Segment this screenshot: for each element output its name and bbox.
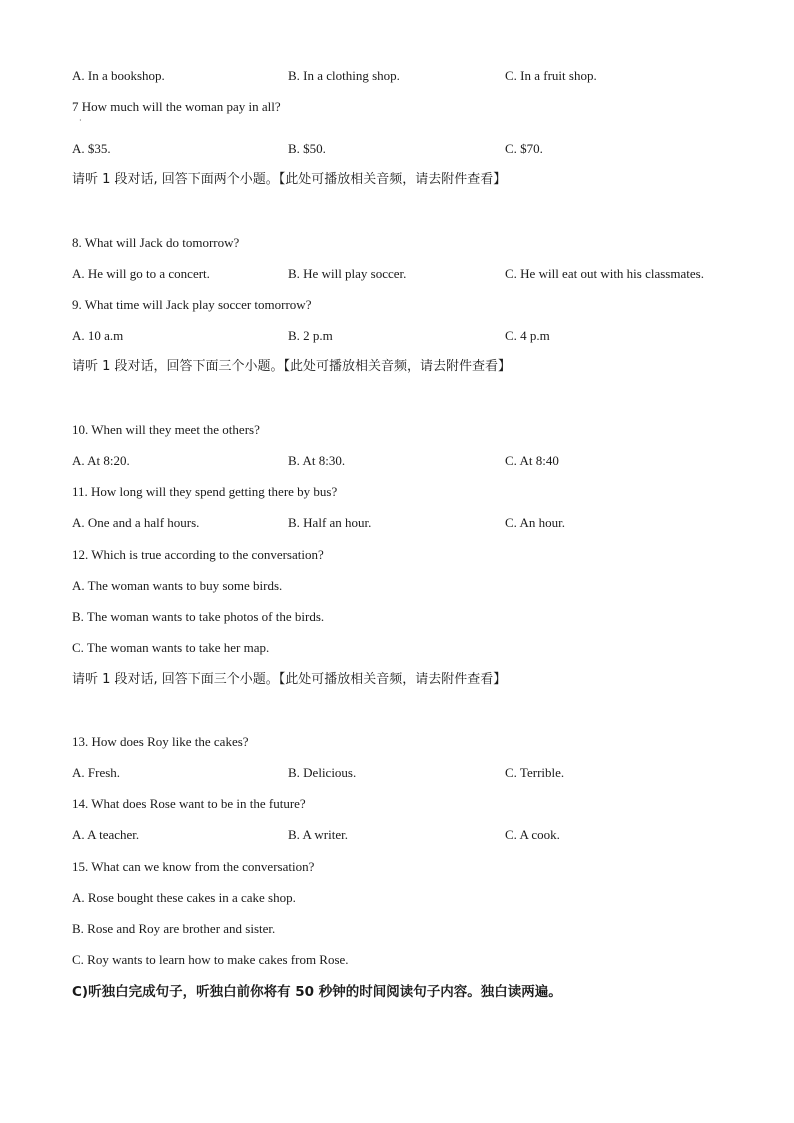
q15-option-a: A. Rose bought these cakes in a cake shop. (72, 890, 296, 905)
q8-option-c: C. He will eat out with his classmates. (505, 266, 704, 281)
q14-question: 14. What does Rose want to be in the future? (72, 796, 306, 811)
q13-option-b: B. Delicious. (288, 765, 357, 780)
q12-option-c: C. The woman wants to take her map. (72, 640, 270, 655)
q7-mark: · (79, 116, 82, 125)
q15-question: 15. What can we know from the conversation? (72, 859, 315, 874)
instruction-1: 请听 1 段对话, 回答下面两个小题。【此处可播放相关音频，请去附件查看】 (72, 172, 507, 187)
q7-option-b: B. $50. (288, 141, 326, 156)
q13-option-a: A. Fresh. (72, 765, 121, 780)
q11-question: 11. How long will they spend getting there by bus? (72, 484, 338, 499)
q10-option-c: C. At 8:40 (505, 453, 559, 468)
q9-option-a: A. 10 a.m (72, 328, 124, 343)
q12-option-a: A. The woman wants to buy some birds. (72, 578, 283, 593)
q7-question: 7 How much will the woman pay in all? (72, 99, 281, 114)
q9-option-b: B. 2 p.m (288, 328, 333, 343)
instruction-2: 请听 1 段对话，回答下面三个小题。【此处可播放相关音频，请去附件查看】 (72, 359, 512, 374)
q7-option-c: C. $70. (505, 141, 543, 156)
q15-option-b: B. Rose and Roy are brother and sister. (72, 921, 276, 936)
q10-question: 10. When will they meet the others? (72, 422, 260, 437)
q10-option-a: A. At 8:20. (72, 453, 130, 468)
q7-option-a: A. $35. (72, 141, 111, 156)
q15-option-c: C. Roy wants to learn how to make cakes from Rose. (72, 952, 349, 967)
q14-option-c: C. A cook. (505, 827, 560, 842)
section-c-heading: C)听独白完成句子，听独白前你将有 50 秒钟的时间阅读句子内容。独白读两遍。 (72, 984, 562, 1000)
q9-option-c: C. 4 p.m (505, 328, 550, 343)
q9-question: 9. What time will Jack play soccer tomorrow? (72, 297, 312, 312)
q8-option-b: B. He will play soccer. (288, 266, 407, 281)
q10-option-b: B. At 8:30. (288, 453, 346, 468)
q14-option-a: A. A teacher. (72, 827, 140, 842)
q11-option-a: A. One and a half hours. (72, 515, 200, 530)
q8-question: 8. What will Jack do tomorrow? (72, 235, 240, 250)
q14-option-b: B. A writer. (288, 827, 348, 842)
q8-option-a: A. He will go to a concert. (72, 266, 210, 281)
q6-option-b: B. In a clothing shop. (288, 68, 400, 83)
q12-option-b: B. The woman wants to take photos of the birds. (72, 609, 325, 624)
q11-option-b: B. Half an hour. (288, 515, 372, 530)
instruction-3: 请听 1 段对话, 回答下面三个小题。【此处可播放相关音频，请去附件查看】 (72, 672, 507, 687)
q6-option-c: C. In a fruit shop. (505, 68, 597, 83)
q13-option-c: C. Terrible. (505, 765, 565, 780)
q12-question: 12. Which is true according to the conversation? (72, 547, 324, 562)
q13-question: 13. How does Roy like the cakes? (72, 734, 249, 749)
q11-option-c: C. An hour. (505, 515, 565, 530)
q6-option-a: A. In a bookshop. (72, 68, 165, 83)
